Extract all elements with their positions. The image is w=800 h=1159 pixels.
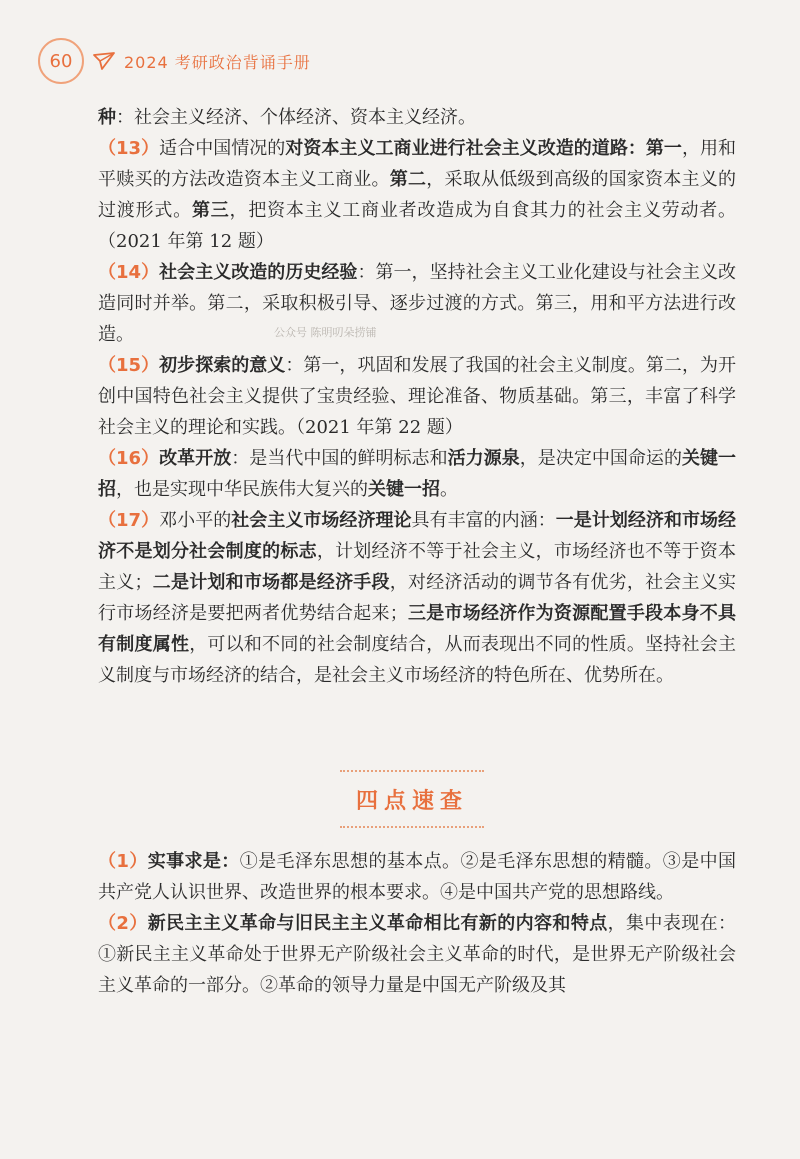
text-run: ，用和平赎买的方法改造资本主义工商业。 <box>98 138 737 190</box>
bold-term: 第二 <box>389 169 427 190</box>
bold-term: 关键一招 <box>98 448 737 500</box>
bold-term: 实事求是： <box>147 851 240 872</box>
bold-term: 初步探索的意义 <box>159 355 286 376</box>
section-heading: 四点速查 <box>340 770 484 828</box>
text-run: 适合中国情况的 <box>159 138 286 159</box>
item-number: （13） <box>98 138 160 159</box>
item-number: （14） <box>98 262 160 283</box>
bold-term: 三是市场经济作为资源配置手段本身不具有制度属性 <box>98 603 736 655</box>
text-run: ，计划经济不等于社会主义，市场经济也不等于资本主义； <box>98 541 737 593</box>
paragraph <box>98 908 736 1001</box>
paragraph <box>98 846 736 908</box>
text-run: 。 <box>440 479 458 500</box>
paper-plane-icon <box>92 51 116 71</box>
text-run: ：第一，巩固和发展了我国的社会主义制度。第二，为开创中国特色社会主义提供了宝贵经验、理论准备、物质基础。第三，丰富了科学社会主义的理论和实践。（2021 年第 22 题） <box>98 355 737 438</box>
bold-term: 二是计划和市场都是经济手段 <box>152 572 390 593</box>
body-text-bottom <box>98 846 736 1001</box>
bold-term: 改革开放 <box>159 448 232 469</box>
bold-term: 第三 <box>191 200 230 221</box>
body-text-top <box>98 102 736 691</box>
text-run: 邓小平的 <box>159 510 232 531</box>
item-number: （15） <box>98 355 160 376</box>
text-run: ，对经济活动的调节各有优劣，社会主义实行市场经济是要把两者优势结合起来； <box>98 572 737 624</box>
page-header <box>38 38 311 84</box>
item-number: （2） <box>98 913 148 934</box>
bold-term: 关键一招 <box>368 479 440 500</box>
text-run: ，也是实现中华民族伟大复兴的 <box>116 479 368 500</box>
paragraph <box>98 257 736 350</box>
text-run: ，可以和不同的社会制度结合，从而表现出不同的性质。坚持社会主义制度与市场经济的结合，是社会主义市场经济的特色所在、优势所在。 <box>98 634 737 686</box>
paragraph <box>98 133 736 257</box>
text-run: ①是毛泽东思想的基本点。②是毛泽东思想的精髓。③是中国共产党人认识世界、改造世界的根本要求。④是中国共产党的思想路线。 <box>98 851 736 903</box>
text-run: 具有丰富的内涵： <box>411 510 556 531</box>
text-run: ，是决定中国命运的 <box>519 448 682 469</box>
book-title: 2024 考研政治背诵手册 <box>124 52 311 72</box>
text-run: ，集中表现在：①新民主主义革命处于世界无产阶级社会主义革命的时代，是世界无产阶级社会主义革命的一部分。②革命的领导力量是中国无产阶级及其 <box>98 913 737 996</box>
page-number: 60 <box>38 38 84 84</box>
text-run: ：是当代中国的鲜明标志和 <box>231 448 448 469</box>
item-number: （1） <box>98 851 148 872</box>
text-run: ，采取从低级到高级的国家资本主义的过渡形式。 <box>98 169 737 221</box>
bold-term: 一是计划经济和市场经济不是划分社会制度的标志 <box>98 510 737 562</box>
text-run: ：第一，坚持社会主义工业化建设与社会主义改造同时并举。第二，采取积极引导、逐步过渡的方式。第三，用和平方法进行改造。 <box>98 262 737 345</box>
bold-term: 种 <box>98 107 116 128</box>
text-run: ，把资本主义工商业者改造成为自食其力的社会主义劳动者。（2021 年第 12 题） <box>98 200 737 252</box>
paragraph <box>98 443 736 505</box>
paragraph <box>98 505 736 691</box>
watermark: 公众号 陈明叨朵捞铺 <box>274 326 377 339</box>
bold-term: 社会主义市场经济理论 <box>231 510 412 531</box>
item-number: （17） <box>98 510 160 531</box>
paragraph <box>98 102 736 133</box>
bold-term: 新民主主义革命与旧民主主义革命相比有新的内容和特点 <box>147 913 608 934</box>
bold-term: 对资本主义工商业进行社会主义改造的道路：第一 <box>285 138 682 159</box>
item-number: （16） <box>98 448 160 469</box>
paragraph <box>98 350 736 443</box>
text-run: ：社会主义经济、个体经济、资本主义经济。 <box>116 107 476 128</box>
bold-term: 活力源泉 <box>447 448 520 469</box>
bold-term: 社会主义改造的历史经验 <box>159 262 358 283</box>
